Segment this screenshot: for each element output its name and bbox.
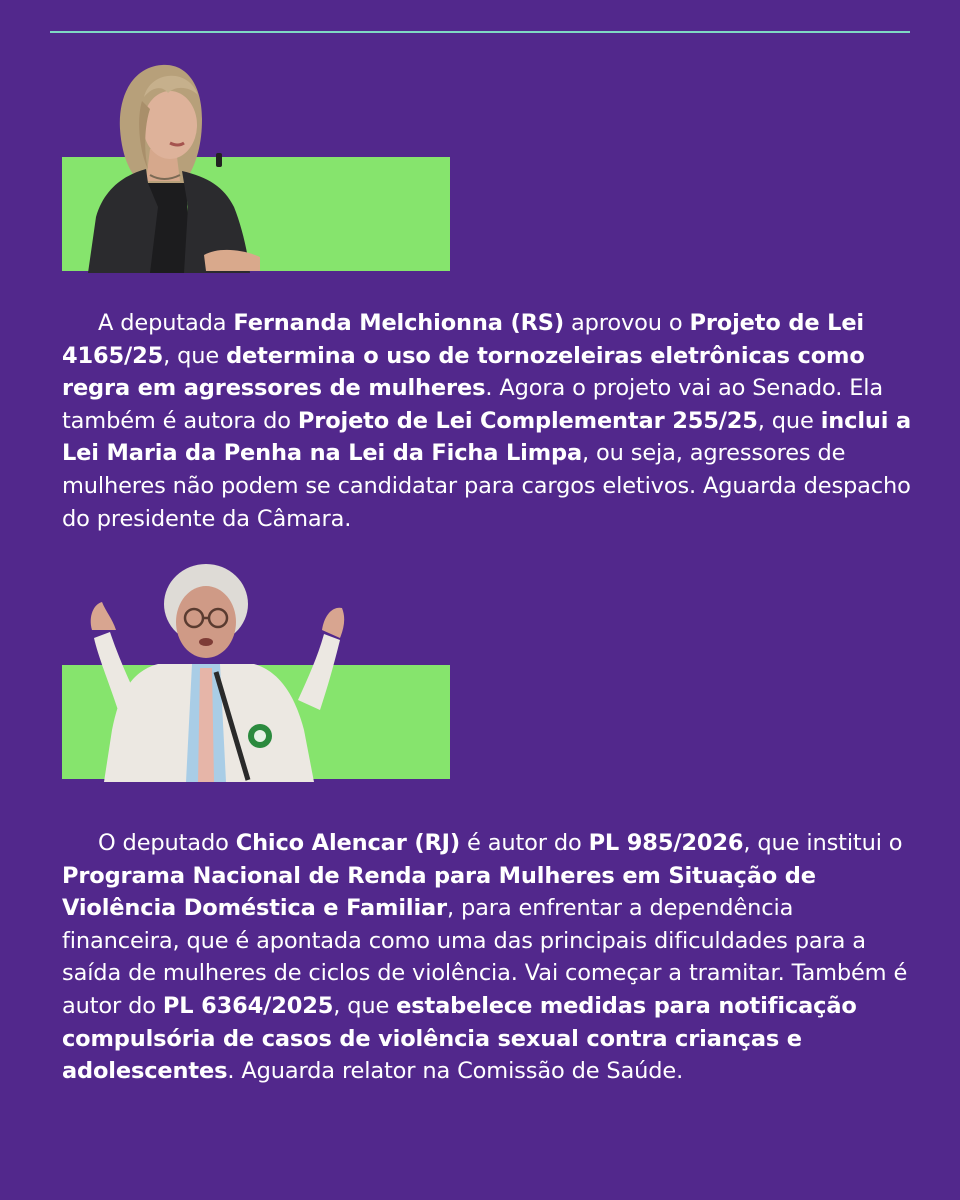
paragraph-fernanda-melchionna: A deputada Fernanda Melchionna (RS) aprovou o Projeto de Lei 4165/25, que determina o uso de tornozeleiras eletrônicas como regra em agressores de mulheres. Agora o projeto vai ao Senado. Ela também é autora do Projeto de Lei Complementar 255/25, que inclui a Lei Maria da Penha na Lei da Ficha Limpa, ou seja, agressores de mulheres não podem se candidatar para cargos eletivos. Aguarda despacho do presidente da Câmara. — [62, 310, 912, 532]
paragraph-chico-alencar: O deputado Chico Alencar (RJ) é autor do PL 985/2026, que institui o Programa Nacional de Renda para Mulheres em Situação de Violência Doméstica e Familiar, para enfrentar a dependência financeira, que é apontada como uma das principais dificuldades para a saída de mulheres de ciclos de violência. Vai começar a tramitar. Também é autor do PL 6364/2025, que estabelece medidas para notificação compulsória de casos de violência sexual contra crianças e adolescentes. Aguarda relator na Comissão de Saúde. — [62, 830, 908, 1085]
photo-chico-alencar — [88, 560, 350, 782]
top-divider-line — [50, 31, 910, 33]
photo-fernanda-melchionna — [84, 57, 274, 273]
